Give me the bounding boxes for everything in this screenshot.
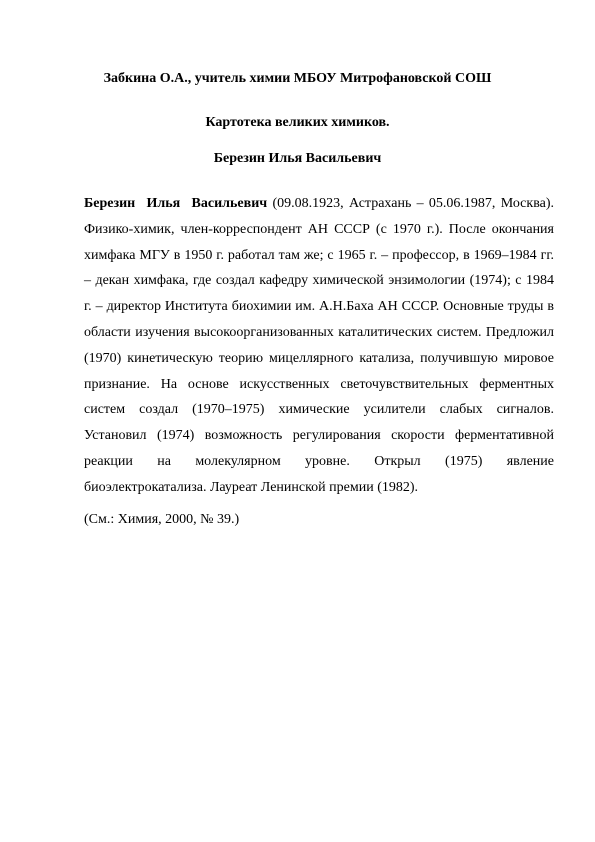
person-title: Березин Илья Васильевич [213,151,382,166]
biography-text: (09.08.1923, Астрахань – 05.06.1987, Москва). Физико-химик, член-корреспондент АН СССР (с 1970 г.). После окончания химфака МГУ в 1950 г. работал там же; с 1965 г. – профессор, в 1969–1984 гг. – декан химфака, где создал кафедру химической энзимологии (1974); с 1984 г. – директор Института биохимии им. А.Н.Баха АН СССР. Основные труды в области изучения высокоорганизованных каталитических систем. Предложил (1970) кинетическую теорию мицеллярного катализа, получившую мировое признание. На основе искусственных светочувствительных ферментных систем создал (1970–1975) химические усилители слабых сигналов. Установил (1974) возможность регулирования скорости ферментативной реакции на молекулярном уровне. Открыл (1975) явление биоэлектрокатализа. Лауреат Ленинской премии (1982). [84,196,555,495]
author-line: Забкина О.А., учитель химии МБОУ Митрофановской СОШ [103,71,492,86]
series-title: Картотека великих химиков. [205,115,390,130]
biography-paragraph [84,191,554,501]
source-citation: (См.: Химия, 2000, № 39.) [84,512,240,527]
biography-name: Березин Илья Васильевич [84,196,268,211]
